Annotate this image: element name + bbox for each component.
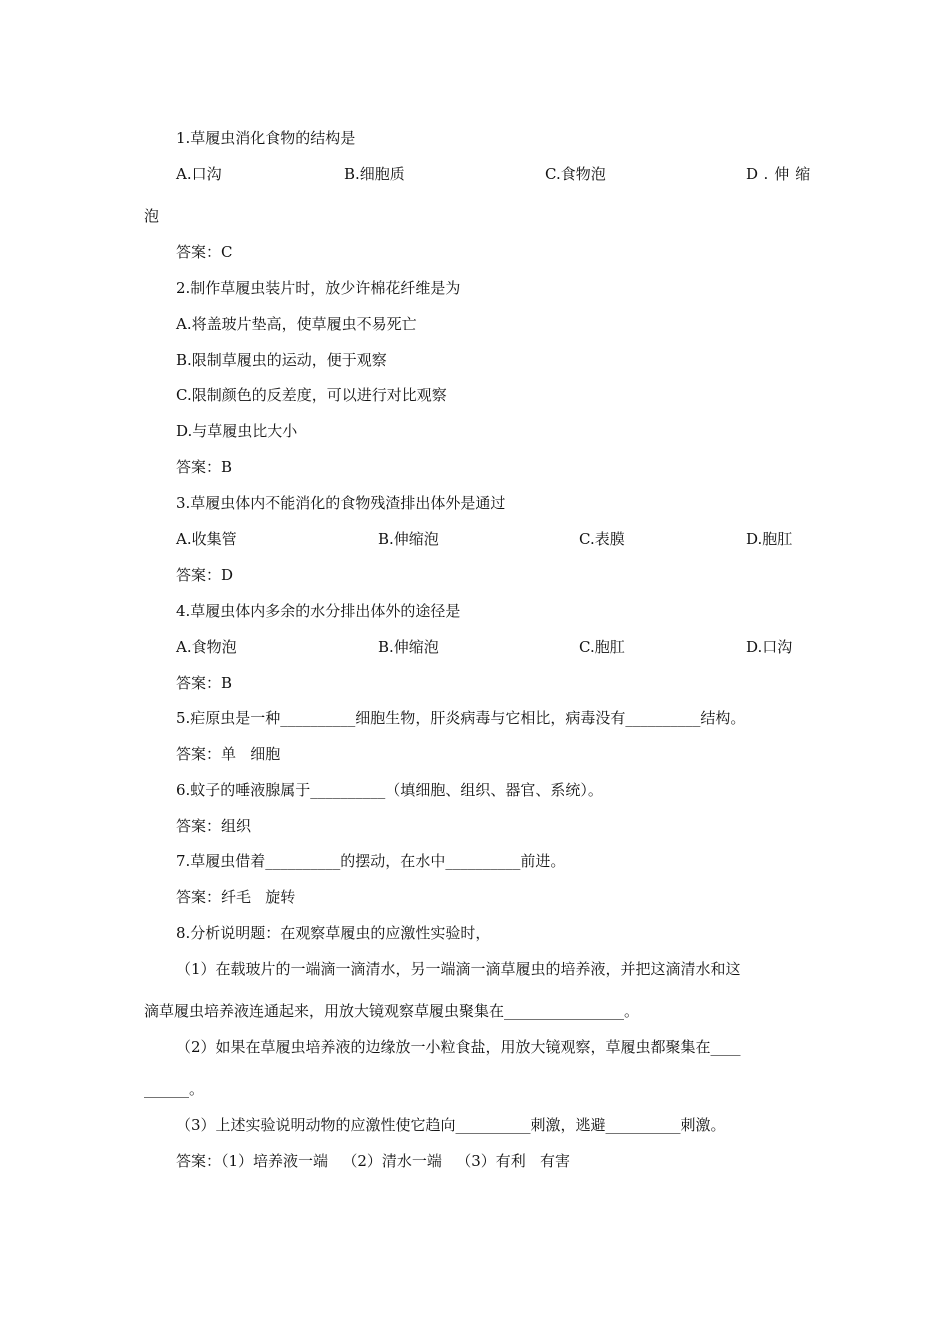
q5-stem: 5.疟原虫是一种__________细胞生物，肝炎病毒与它相比，病毒没有__________结构。 bbox=[176, 709, 746, 727]
q1-option-d: D.伸缩 bbox=[746, 165, 817, 183]
q4-option-a: A.食物泡 bbox=[176, 638, 237, 656]
q6-stem: 6.蚊子的唾液腺属于__________（填细胞、组织、器官、系统）。 bbox=[176, 781, 603, 799]
q8-part3: （3）上述实验说明动物的应激性使它趋向__________刺激，逃避__________刺激。 bbox=[176, 1116, 726, 1134]
q8-part1-line2: 滴草履虫培养液连通起来，用放大镜观察草履虫聚集在________________。 bbox=[144, 1002, 640, 1020]
q3-stem: 3.草履虫体内不能消化的食物残渣排出体外是通过 bbox=[176, 494, 506, 512]
q4-option-d: D.口沟 bbox=[746, 638, 793, 656]
q3-option-c: C.表膜 bbox=[579, 530, 625, 548]
q2-answer: 答案：B bbox=[176, 458, 233, 476]
q4-answer: 答案：B bbox=[176, 674, 233, 692]
q7-stem: 7.草履虫借着__________的摆动，在水中__________前进。 bbox=[176, 852, 566, 870]
q1-option-c: C.食物泡 bbox=[545, 165, 606, 183]
q2-option-a: A.将盖玻片垫高，使草履虫不易死亡 bbox=[176, 315, 417, 333]
q1-option-b: B.细胞质 bbox=[344, 165, 405, 183]
q3-answer: 答案：D bbox=[176, 566, 234, 584]
q1-option-d-wrap: 泡 bbox=[144, 207, 160, 225]
q5-answer: 答案：单 细胞 bbox=[176, 745, 281, 763]
q1-option-a: A.口沟 bbox=[176, 165, 222, 183]
q4-option-b: B.伸缩泡 bbox=[378, 638, 439, 656]
q8-stem: 8.分析说明题：在观察草履虫的应激性实验时， bbox=[176, 924, 491, 942]
q2-option-b: B.限制草履虫的运动，便于观察 bbox=[176, 351, 387, 369]
q4-stem: 4.草履虫体内多余的水分排出体外的途径是 bbox=[176, 602, 461, 620]
q7-answer: 答案：纤毛 旋转 bbox=[176, 888, 296, 906]
q3-option-d: D.胞肛 bbox=[746, 530, 793, 548]
q3-option-b: B.伸缩泡 bbox=[378, 530, 439, 548]
q2-stem: 2.制作草履虫装片时，放少许棉花纤维是为 bbox=[176, 279, 461, 297]
q1-answer: 答案：C bbox=[176, 243, 233, 261]
q8-part1-line1: （1）在载玻片的一端滴一滴清水，另一端滴一滴草履虫的培养液，并把这滴清水和这 bbox=[176, 960, 741, 978]
q6-answer: 答案：组织 bbox=[176, 817, 252, 835]
q8-answer: 答案：（1）培养液一端 （2）清水一端 （3）有利 有害 bbox=[176, 1152, 571, 1170]
q2-option-c: C.限制颜色的反差度，可以进行对比观察 bbox=[176, 386, 447, 404]
q2-option-d: D.与草履虫比大小 bbox=[176, 422, 298, 440]
q8-part2-line1: （2）如果在草履虫培养液的边缘放一小粒食盐，用放大镜观察，草履虫都聚集在____ bbox=[176, 1038, 741, 1056]
q4-option-c: C.胞肛 bbox=[579, 638, 625, 656]
q1-stem: 1.草履虫消化食物的结构是 bbox=[176, 129, 356, 147]
q3-option-a: A.收集管 bbox=[176, 530, 237, 548]
q8-part2-line2: ______。 bbox=[144, 1080, 205, 1098]
